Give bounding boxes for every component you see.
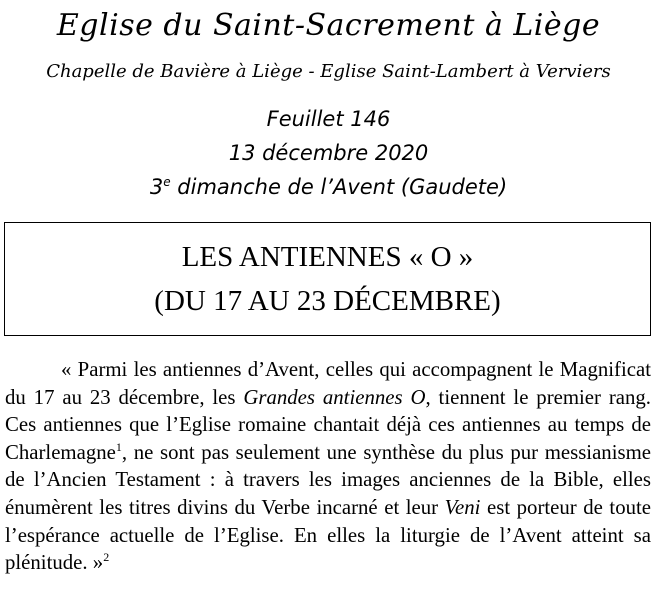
church-title: Eglise du Saint-Sacrement à Liège	[56, 8, 601, 43]
footnote-ref-1[interactable]: 1	[115, 439, 122, 454]
issue-date: 13 décembre 2020	[228, 141, 429, 165]
church-subtitle: Chapelle de Bavière à Liège - Eglise Saint-Lambert à Verviers	[46, 61, 611, 82]
heading-line-1: LES ANTIENNES « O »	[181, 241, 474, 273]
footnote-ref-2[interactable]: 2	[103, 550, 110, 565]
sunday-label: dimanche de l’Avent (Gaudete)	[170, 175, 508, 199]
quote-text-3: , ne sont pas seulement une synthèse du plus pur messianisme de l’Ancien Testament : à travers les images anciennes de la Bible, elles énumèrent les titres divins du Verbe incarné et leur	[5, 440, 651, 519]
heading-line-2: (DU 17 AU 23 DÉCEMBRE)	[154, 285, 501, 317]
liturgical-sunday	[0, 172, 657, 202]
quote-emphasis-1: Grandes antiennes O	[243, 385, 426, 409]
quote-emphasis-2: Veni	[444, 495, 481, 519]
quote-text-4: est porteur de toute l’espérance actuelle de l’Eglise. En elles la liturgie de l’Avent atteint sa plénitude. »	[5, 495, 651, 575]
heading-box	[4, 222, 651, 336]
quote-paragraph	[5, 356, 651, 577]
sunday-number: 3	[149, 175, 164, 199]
quote-text-1: « Parmi les antiennes d’Avent, celles qui accompagnent le Magnificat du 17 au 23 décembre, les	[5, 358, 651, 409]
sunday-ordinal-suffix: e	[163, 175, 171, 189]
issue-number: Feuillet 146	[266, 107, 391, 131]
quote-text-2: , tiennent le premier rang. Ces antiennes que l’Eglise romaine chantait déjà ces antiennes au temps de Charlemagne	[5, 385, 651, 464]
